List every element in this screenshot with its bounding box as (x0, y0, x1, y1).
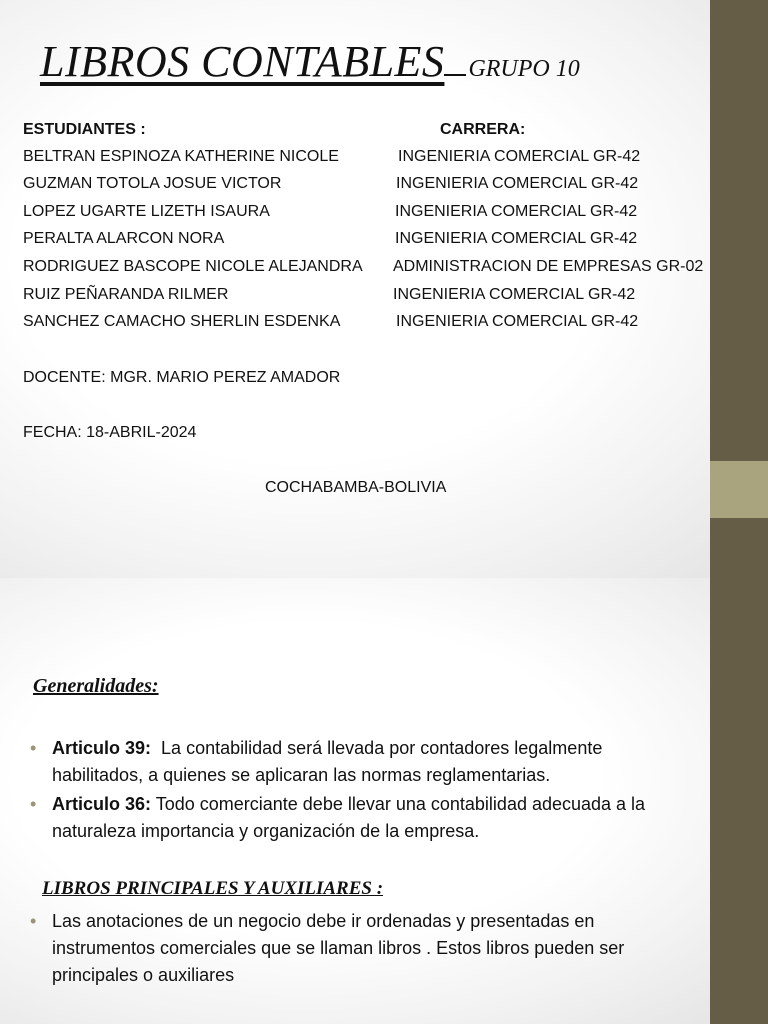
list-item (30, 908, 680, 989)
student-name: RODRIGUEZ BASCOPE NICOLE ALEJANDRA (23, 258, 363, 275)
title-row (40, 36, 580, 87)
student-name: BELTRAN ESPINOZA KATHERINE NICOLE (23, 148, 339, 165)
title-underline (444, 73, 466, 76)
students-label: ESTUDIANTES : (23, 121, 146, 138)
page-title: LIBROS CONTABLES (40, 37, 445, 86)
career-label: CARRERA: (440, 121, 526, 138)
article-text: La contabilidad será llevada por contadores legalmente habilitados, a quienes se aplicaran las normas reglamentarias. (52, 738, 603, 785)
article-label: Articulo 36: (52, 794, 152, 814)
date-line: FECHA: 18-ABRIL-2024 (23, 424, 197, 441)
slide-generalidades (0, 578, 768, 1024)
student-name: RUIZ PEÑARANDA RILMER (23, 286, 229, 303)
student-career: INGENIERIA COMERCIAL GR-42 (398, 148, 641, 165)
student-career: INGENIERIA COMERCIAL GR-42 (396, 175, 639, 192)
student-career: ADMINISTRACION DE EMPRESAS GR-02 (393, 258, 704, 275)
student-career: INGENIERIA COMERCIAL GR-42 (395, 230, 638, 247)
student-career: INGENIERIA COMERCIAL GR-42 (395, 203, 638, 220)
bullet-icon: • (30, 738, 37, 758)
location-line: COCHABAMBA-BOLIVIA (265, 479, 447, 496)
student-name: LOPEZ UGARTE LIZETH ISAURA (23, 203, 270, 220)
student-name: SANCHEZ CAMACHO SHERLIN ESDENKA (23, 313, 341, 330)
section-heading: Generalidades: (33, 675, 159, 697)
student-name: PERALTA ALARCON NORA (23, 230, 225, 247)
section-heading: LIBROS PRINCIPALES Y AUXILIARES : (42, 878, 384, 899)
sidebar-accent (710, 461, 768, 518)
list-item (30, 791, 680, 845)
article-label: Articulo 39: (52, 738, 152, 758)
student-career: INGENIERIA COMERCIAL GR-42 (396, 313, 639, 330)
list-item (30, 735, 680, 789)
teacher-line: DOCENTE: MGR. MARIO PEREZ AMADOR (23, 369, 341, 386)
sidebar-bar (710, 578, 768, 1024)
student-name: GUZMAN TOTOLA JOSUE VICTOR (23, 175, 282, 192)
student-career: INGENIERIA COMERCIAL GR-42 (393, 286, 636, 303)
bullet-icon: • (30, 911, 37, 931)
bullet-icon: • (30, 794, 37, 814)
article-text: Todo comerciante debe llevar una contabilidad adecuada a la naturaleza importancia y organización de la empresa. (52, 794, 646, 841)
paragraph-text: Las anotaciones de un negocio debe ir ordenadas y presentadas en instrumentos comerciales que se llaman libros . Estos libros pueden ser principales o auxiliares (52, 911, 625, 985)
page-subtitle: GRUPO 10 (468, 56, 580, 82)
